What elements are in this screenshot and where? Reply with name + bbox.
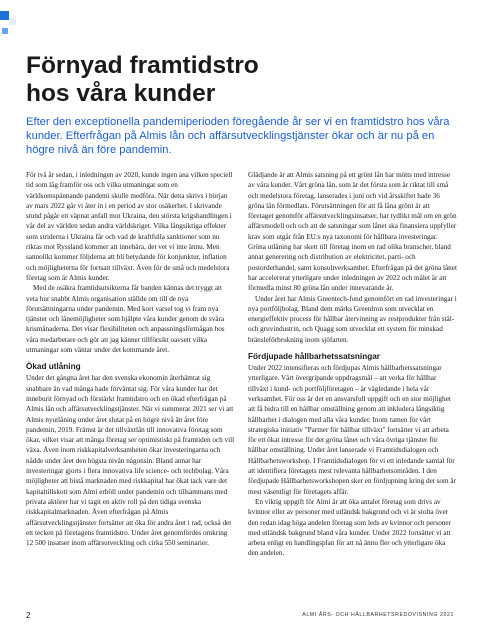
decorative-square	[9, 18, 16, 25]
left-column	[26, 170, 235, 548]
paragraph: För två år sedan, i inledningen av 2020, kunde ingen ana vilken speciell tid som låg framför oss och vilka utmaningar som en världsomspännande pandemi skulle medföra. När detta skrivs i början av mars 2022 går vi åter in i en period av stor osäkerhet. I skrivande stund pågår ett väpnat anfall mot Ukraina, den största krigshandlingen i vår del av världen sedan andra världskriget. Vilka långsiktiga effekter som striderna i Ukraina får och vad de kraftfulla sanktioner som nu riktas mot Ryssland kommer att innebära, det vet vi inte ännu. Men sannolikt kommer följderna att bli betydande för konjunktur, inflation och möjligheterna för fortsatt tillväxt. Även för de små och medelstora företag som är Almis kunder.	[26, 171, 233, 282]
page-number: 2	[26, 611, 31, 620]
right-column	[248, 170, 457, 559]
decorative-square	[0, 11, 9, 20]
running-footer: ALMI ÅRS- OCH HÅLLBARHETSREDOVISNING 2021	[302, 612, 454, 618]
title-line-2: hos våra kunder	[26, 80, 216, 107]
paragraph: Glädjande är att Almis satsning på ett grönt lån har mötts med intresse av våra kunder. Vårt gröna lån, som är det första som är riktat till små och medelstora företag, lanserades i juni och vid årsskiftet hade 36 gröna lån förmedlats. Förutsättningen för att få låna grönt är att företaget genomför affärsutvecklingsinsatser, har tydlikt mål om en grön affärsmodell och och att de satsningar som lånet ska finansiera uppfyller krav som utgår från EU:s nya taxonomi för hållbara investeringar. Gröna utlåning har skett till företag inom en rad olika branscher, bland annat generering och distribution av elektricitet, parti- och postorderhandel, samt konsultverksamhet. Efterfrågan på det gröna lånet har accelererat ytterligare under inledningen av 2022 och målet är att förmedla minst 80 gröna lån under innevarande år.	[248, 171, 457, 293]
page-title	[26, 52, 456, 108]
paragraph: En viktig uppgift för Almi är att öka antalet företag som drivs av kvinnor eller av personer med utländsk bakgrund och vi är stolta över den redan idag höga andelen företag som leds av kvinnor och personer med utländsk bakgrund bland våra kunder. Under 2022 fortsätter vi att arbeta enligt en handlingsplan för att nå ännu fler och ytterligare öka den andelen.	[248, 497, 451, 558]
paragraph: Med de osäkra framtidsutsikterna får banden kännas det tryggt att veta hur snabbt Almis organisation ställde om till de nya förutsättningarna under pandemin. Med kort varsel tog vi fram nya tjänster och lånemöjligheter som hjälpte våra kunder genom de svåra krismånaderna. Det visar flexibiliteten och anpassningsförmågan hos våra medarbetare och gör att jag känner tillförsikt oavsett vilka utmaningar som väntar under det kommande året.	[26, 284, 225, 355]
decorative-square	[2, 28, 8, 34]
paragraph: Under året har Almis Greentech-fond genomfört en rad investeringar i nya portföljbolag. Bland dem märks Greenlron som utvecklat en energieffektiv process för hållbar återvinning av restprodukter från stål- och gruvindustrin, och Quagg som utvecklat ett system för minskad bränsleförbrukning inom sjöfarten.	[248, 294, 457, 344]
ingress-text: Efter den exceptionella pandemiperioden föregående år ser vi en framtidstro hos våra kunder. Efterfrågan på Almis lån och affärsutvecklingstjänster ökar och är nu på en högre nivå än före pandemin.	[26, 116, 450, 157]
section-heading: Fördjupade hållbarhetssatsningar	[248, 352, 380, 362]
paragraph: Under 2022 intensifieras och fördjupas Almis hållbarhetssatsningar ytterligare. Vårt övergripande uppdragsmål – att verka för hållbar tillväxt i kund- och portföljföretagen – är vägledande i hela vår verksamhet. För oss är det en ansvarsfull uppgift och en stor möjlighet att få bidra till en hållbar omställning genom att inkludera långsiktig hållbarhet i dialogen med alla våra kunder. Inom ramen för vårt strategiska initiativ "Partner för hållbar tillväxt" fortsätter vi att arbeta för ett ökat intresse för det gröna lånet och våra övriga tjänster för hållbar omställning. Under året lanserade vi Framtidsdialogen och Hållbarhetsworkshop. I Framtidsdialogen för vi ett inledande samtal för att identifiera företagets mest relevanta hållbarhetsområden. I den fördjupade Hållbarhetsworkshopen sker en fördjupning kring det som är mest väsentligt för företagets affär.	[248, 364, 456, 496]
paragraph: Under det gångna året har den svenska ekonomin återhämtat sig snabbare än vad många hade förväntat sig. För våra kunder har det inneburit förnyad och förstärkt framtidstro och en ökad efterfrågan på Almis lån och affärsutvecklingstjänster. När vi summerar 2021 ser vi att Almis nyutlåning under året slutat på en högre nivå än året före pandemin, 2019. Främst är det tillväxtlån till innovativa företag som ökar, vilket visar att många företag ser optimistiskt på framtiden och vill växa. Även inom riskkapitalverksamheten ökar investeringarna och nådde under året den högsta nivån någonsin. Bland annat har investeringar gjorts i flera innovativa life science- och techbolag. Våra möjligheter att bistå marknaden med riskkapital har ökat tack vare det kapitaltillskott som Almi erhöll under pandemin och tillsammans med privata aktörer har vi tagit en aktiv roll på den tidiga svenska riskkapitalmarknaden. Även efterfrågan på Almis affärsutvecklingstjänster fortsätter att öka för andra året i rad, också det ett tecken på företagens framtidstro. Under året genomfördes omkring 12 500 insatser inom affärsutveckling och cirka 550 seminarier.	[26, 374, 235, 548]
section-heading: Ökad utlåning	[26, 362, 81, 372]
title-line-1: Förnyad framtidstro	[26, 52, 259, 79]
